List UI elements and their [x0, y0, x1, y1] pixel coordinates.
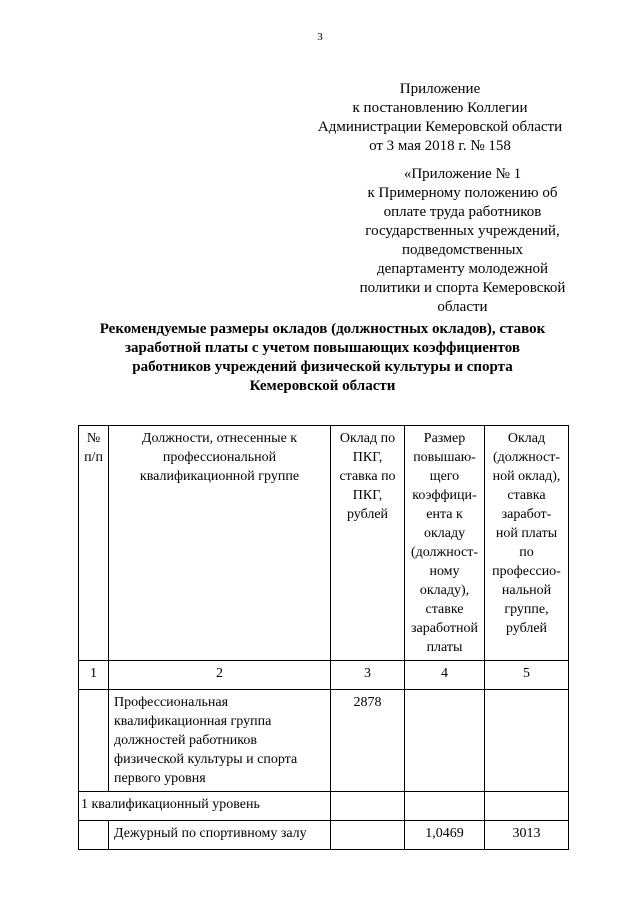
appendix-header	[300, 80, 580, 156]
row-salary: 3013	[485, 821, 569, 850]
header-base-salary: Оклад по ПКГ, ставка по ПКГ, рублей	[331, 426, 405, 661]
document-title	[80, 320, 565, 396]
appendix-line: к постановлению Коллегии	[352, 100, 528, 116]
column-number: 3	[331, 661, 405, 690]
row-base-salary	[331, 821, 405, 850]
title-line: Кемеровской области	[249, 378, 396, 394]
title-line: заработной платы с учетом повышающих коэффициентов	[125, 340, 520, 356]
title-line: работников учреждений физической культуры и спорта	[132, 359, 513, 375]
appendix-main-line: государственных учреждений,	[365, 223, 560, 239]
header-salary: Оклад (должност- ной оклад), ставка заработ- ной платы по профессио- нальной группе, рублей	[485, 426, 569, 661]
level-cell	[485, 792, 569, 821]
group-coefficient-cell	[405, 690, 485, 792]
column-number-row	[79, 661, 569, 690]
level-row	[79, 792, 569, 821]
group-salary-cell	[485, 690, 569, 792]
appendix-main-line: к Примерному положению об	[367, 185, 558, 201]
header-coefficient: Размер повышаю- щего коэффици- ента к окладу (должност- ному окладу), ставке заработной платы	[405, 426, 485, 661]
row-coefficient: 1,0469	[405, 821, 485, 850]
table-header-row	[79, 426, 569, 661]
appendix-line: Приложение	[399, 81, 481, 97]
level-label: 1 квалификационный уровень	[79, 792, 331, 821]
column-number: 1	[79, 661, 109, 690]
column-number: 5	[485, 661, 569, 690]
group-name-cell: Профессиональная квалификационная группа должностей работников физической культуры и спорта первого уровня	[109, 690, 331, 792]
table-row	[79, 821, 569, 850]
salary-table	[78, 425, 569, 850]
header-position: Должности, отнесенные к профессиональной квалификационной группе	[109, 426, 331, 661]
appendix-main-line: оплате труда работников	[383, 204, 542, 220]
appendix-line: от 3 мая 2018 г. № 158	[369, 138, 511, 154]
level-cell	[405, 792, 485, 821]
appendix-main-header	[345, 165, 580, 317]
appendix-main-line: «Приложение № 1	[403, 166, 522, 182]
level-cell	[331, 792, 405, 821]
appendix-main-line: департаменту молодежной	[376, 261, 548, 277]
column-number: 2	[109, 661, 331, 690]
appendix-main-line: области	[437, 299, 488, 315]
appendix-line: Администрации Кемеровской области	[317, 119, 563, 135]
group-base-salary: 2878	[331, 690, 405, 792]
group-row	[79, 690, 569, 792]
row-position: Дежурный по спортивному залу	[109, 821, 331, 850]
page-number: 3	[317, 31, 323, 43]
row-number	[79, 821, 109, 850]
column-number: 4	[405, 661, 485, 690]
appendix-main-line: подведомственных	[401, 242, 524, 258]
appendix-main-line: политики и спорта Кемеровской	[359, 280, 566, 296]
title-line: Рекомендуемые размеры окладов (должностных окладов), ставок	[99, 321, 546, 337]
group-number-cell	[79, 690, 109, 792]
header-number: № п/п	[79, 426, 109, 661]
